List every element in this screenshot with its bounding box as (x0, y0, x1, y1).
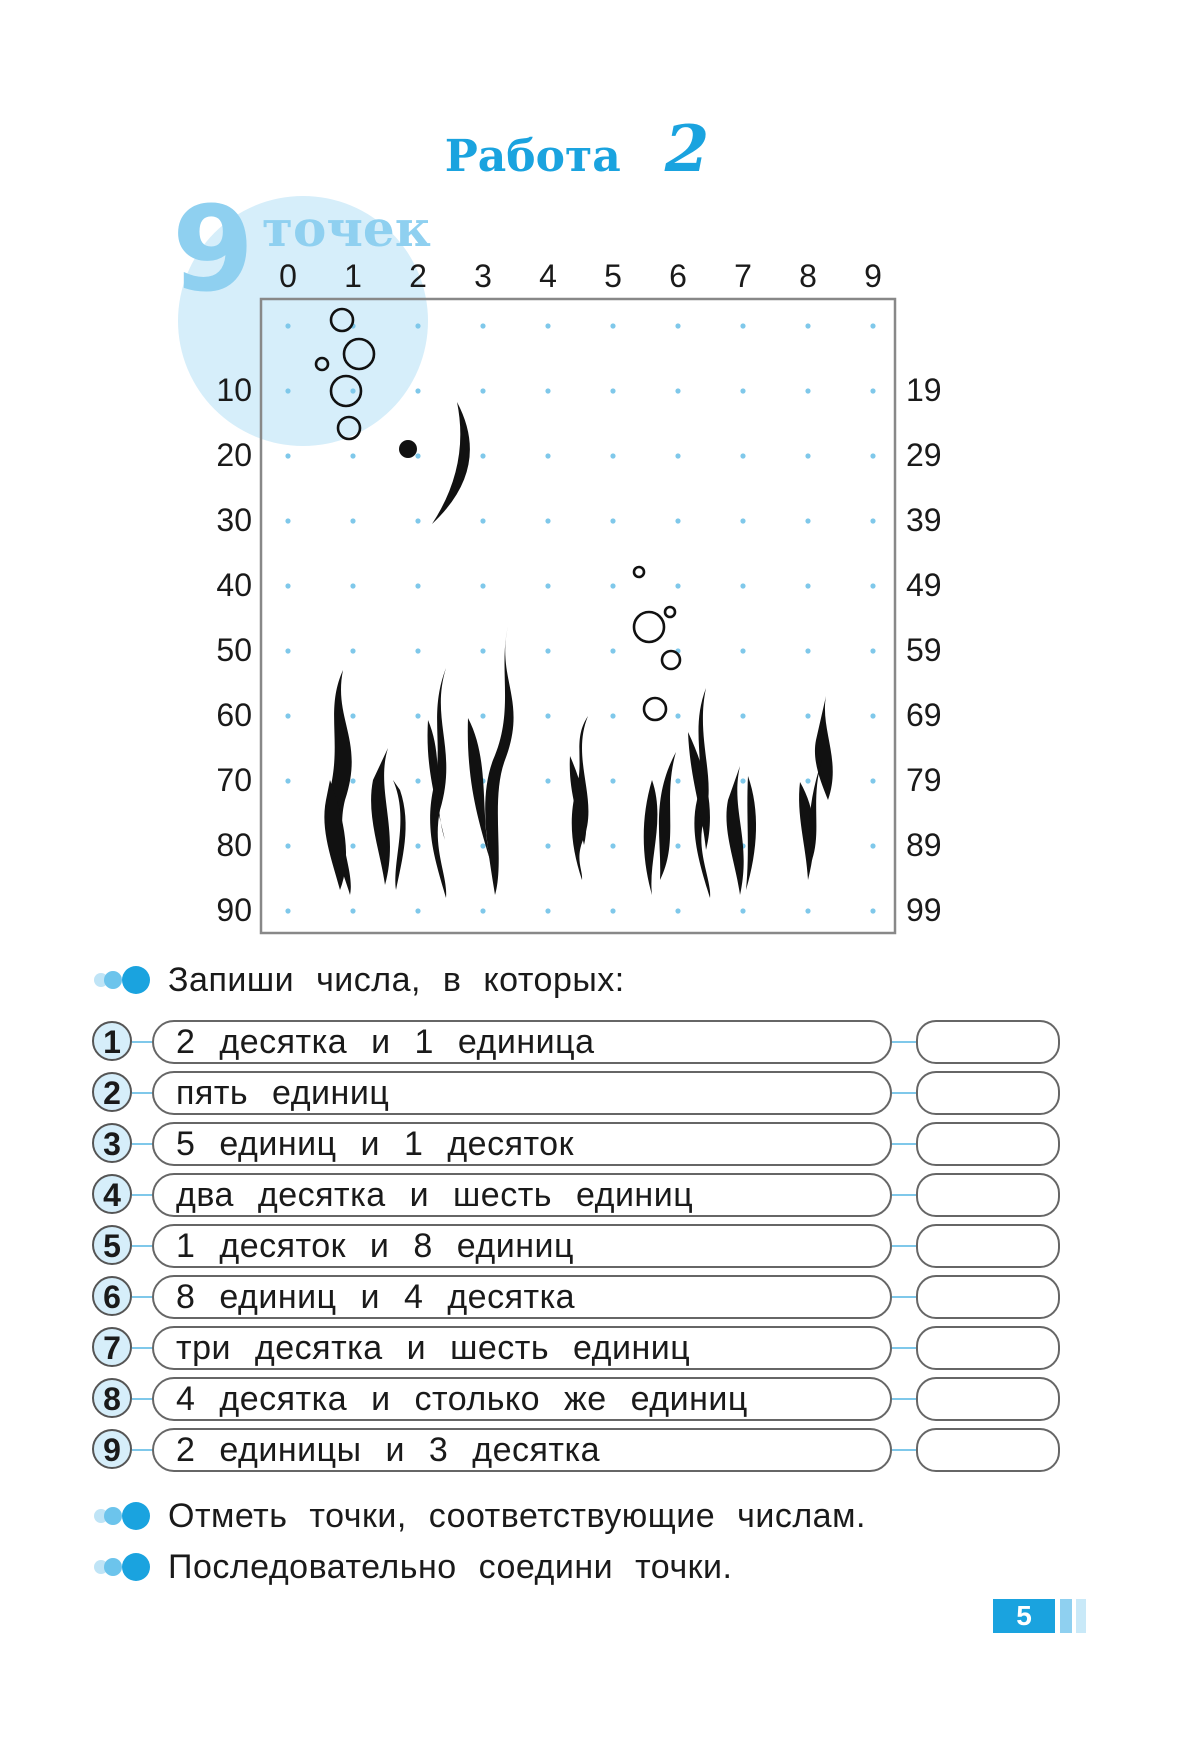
grid-dot[interactable] (675, 388, 680, 393)
column-label: 9 (864, 258, 882, 294)
grid-dot[interactable] (805, 453, 810, 458)
column-label: 5 (604, 258, 622, 294)
task-number: 2 (92, 1072, 132, 1112)
fish-mouth (432, 402, 470, 524)
grid-dot[interactable] (415, 323, 420, 328)
grid-dot[interactable] (350, 778, 355, 783)
row-label-left: 60 (216, 697, 252, 733)
bubble (665, 607, 675, 617)
column-label: 1 (344, 258, 362, 294)
row-label-left: 40 (216, 567, 252, 603)
row-label-right: 89 (906, 827, 942, 863)
grid-dot[interactable] (675, 518, 680, 523)
column-label: 8 (799, 258, 817, 294)
grid-dot[interactable] (415, 908, 420, 913)
column-label: 0 (279, 258, 297, 294)
grid-dot[interactable] (480, 648, 485, 653)
grid-dot[interactable] (545, 453, 550, 458)
row-label-right: 49 (906, 567, 942, 603)
grid-dot[interactable] (870, 713, 875, 718)
bubble (662, 651, 680, 669)
grid-dot[interactable] (480, 908, 485, 913)
task-number: 9 (92, 1429, 132, 1469)
instruction-connect-points (94, 1547, 732, 1587)
task-row (92, 1275, 1064, 1321)
task-number: 5 (92, 1225, 132, 1265)
column-label: 3 (474, 258, 492, 294)
grid-dot[interactable] (545, 323, 550, 328)
answer-box[interactable] (916, 1428, 1060, 1472)
answer-box[interactable] (916, 1275, 1060, 1319)
grid-dot[interactable] (610, 323, 615, 328)
grid-dot[interactable] (480, 388, 485, 393)
grid-dot[interactable] (545, 583, 550, 588)
grid-dot[interactable] (545, 388, 550, 393)
bubble (331, 376, 361, 406)
grid-dot[interactable] (350, 388, 355, 393)
task-text: 2 единицы и 3 десятка (152, 1428, 892, 1472)
grid-dot[interactable] (480, 518, 485, 523)
grid-dot[interactable] (285, 778, 290, 783)
grid-dot[interactable] (610, 713, 615, 718)
grid-dot[interactable] (545, 713, 550, 718)
fish-eye (399, 440, 417, 458)
seaweed-blade (644, 780, 658, 895)
grid-dot[interactable] (870, 908, 875, 913)
task-number: 6 (92, 1276, 132, 1316)
bubble (344, 339, 374, 369)
grid-dot[interactable] (350, 648, 355, 653)
grid-dot[interactable] (610, 583, 615, 588)
row-label-right: 59 (906, 632, 942, 668)
task-row (92, 1428, 1064, 1474)
answer-box[interactable] (916, 1224, 1060, 1268)
grid-dot[interactable] (740, 388, 745, 393)
grid-dot[interactable] (350, 908, 355, 913)
column-label: 6 (669, 258, 687, 294)
grid-dot[interactable] (870, 518, 875, 523)
column-label: 7 (734, 258, 752, 294)
row-label-right: 99 (906, 892, 942, 928)
instruction-write-numbers (94, 960, 625, 1000)
grid-dot[interactable] (870, 778, 875, 783)
seaweed (324, 626, 832, 898)
grid-dot[interactable] (545, 648, 550, 653)
grid-dot[interactable] (675, 713, 680, 718)
task-text: 8 единиц и 4 десятка (152, 1275, 892, 1319)
points-count: 9 (172, 180, 255, 318)
row-label-left: 20 (216, 437, 252, 473)
bubble (338, 417, 360, 439)
instruction-text: Запиши числа, в которых: (168, 960, 625, 999)
grid-dot[interactable] (350, 713, 355, 718)
row-label-left: 50 (216, 632, 252, 668)
grid-dot[interactable] (480, 323, 485, 328)
grid-dot[interactable] (415, 648, 420, 653)
grid-dot[interactable] (415, 583, 420, 588)
grid-dot[interactable] (350, 453, 355, 458)
seaweed-blade (371, 748, 390, 885)
grid-dot[interactable] (870, 388, 875, 393)
page-number: 5 (993, 1599, 1055, 1633)
grid-dot[interactable] (870, 323, 875, 328)
grid-dot[interactable] (675, 453, 680, 458)
task-text: 5 единиц и 1 десяток (152, 1122, 892, 1166)
grid-dot[interactable] (675, 583, 680, 588)
title-number: 2 (664, 112, 710, 187)
bullet-dots-icon (94, 1501, 156, 1531)
grid-dot[interactable] (870, 843, 875, 848)
row-label-left: 80 (216, 827, 252, 863)
grid-dot[interactable] (805, 388, 810, 393)
task-text: 1 десяток и 8 единиц (152, 1224, 892, 1268)
grid-dot[interactable] (350, 583, 355, 588)
grid-dot[interactable] (610, 518, 615, 523)
task-row (92, 1020, 1064, 1066)
answer-box[interactable] (916, 1377, 1060, 1421)
grid-dot[interactable] (610, 843, 615, 848)
row-label-left: 30 (216, 502, 252, 538)
task-text: 4 десятка и столько же единиц (152, 1377, 892, 1421)
bubble (634, 567, 644, 577)
row-label-right: 39 (906, 502, 942, 538)
grid-dot[interactable] (285, 583, 290, 588)
bullet-dots-icon (94, 1552, 156, 1582)
task-number: 1 (92, 1021, 132, 1061)
grid-dot[interactable] (610, 453, 615, 458)
grid-dot[interactable] (610, 648, 615, 653)
page-number-stripe (1076, 1599, 1086, 1633)
task-text: два десятка и шесть единиц (152, 1173, 892, 1217)
grid-dot[interactable] (740, 648, 745, 653)
grid-dot[interactable] (610, 908, 615, 913)
grid-dot[interactable] (675, 323, 680, 328)
task-row (92, 1071, 1064, 1117)
grid-dot[interactable] (415, 453, 420, 458)
grid-dot[interactable] (285, 843, 290, 848)
grid-dot[interactable] (285, 323, 290, 328)
bubble (634, 612, 664, 642)
grid-dot[interactable] (740, 453, 745, 458)
seaweed-blade (746, 776, 756, 890)
grid-dot[interactable] (610, 778, 615, 783)
grid-dot[interactable] (415, 778, 420, 783)
task-row (92, 1377, 1064, 1423)
task-number: 3 (92, 1123, 132, 1163)
task-text: три десятка и шесть единиц (152, 1326, 892, 1370)
task-text: пять единиц (152, 1071, 892, 1115)
grid-dot[interactable] (285, 518, 290, 523)
answer-box[interactable] (916, 1020, 1060, 1064)
bubble (316, 358, 328, 370)
grid-dot[interactable] (805, 518, 810, 523)
page-number-stripe (1060, 1599, 1072, 1633)
grid-dot[interactable] (805, 778, 810, 783)
grid-dot[interactable] (415, 713, 420, 718)
row-label-left: 70 (216, 762, 252, 798)
row-label-right: 29 (906, 437, 942, 473)
row-label-right: 19 (906, 372, 942, 408)
task-row (92, 1173, 1064, 1219)
seaweed-blade (726, 766, 743, 895)
row-label-left: 90 (216, 892, 252, 928)
grid-dot[interactable] (350, 843, 355, 848)
grid-dot[interactable] (805, 648, 810, 653)
grid-dot[interactable] (675, 778, 680, 783)
grid-dot[interactable] (870, 453, 875, 458)
grid-dot[interactable] (545, 518, 550, 523)
row-label-right: 69 (906, 697, 942, 733)
grid-dot[interactable] (805, 323, 810, 328)
grid-dot[interactable] (285, 453, 290, 458)
grid-dot[interactable] (675, 908, 680, 913)
grid-dot[interactable] (415, 518, 420, 523)
grid-dot[interactable] (545, 908, 550, 913)
grid-dot[interactable] (740, 908, 745, 913)
points-word: точек (262, 199, 431, 258)
grid-dot[interactable] (480, 713, 485, 718)
bubbles (316, 309, 680, 720)
seaweed-blade (659, 752, 676, 880)
grid-dot[interactable] (285, 908, 290, 913)
task-number: 4 (92, 1174, 132, 1214)
grid-dot[interactable] (870, 648, 875, 653)
grid-dot[interactable] (740, 323, 745, 328)
seaweed-blade (485, 626, 513, 895)
task-row (92, 1326, 1064, 1372)
task-row (92, 1122, 1064, 1168)
task-row (92, 1224, 1064, 1270)
answer-box[interactable] (916, 1173, 1060, 1217)
instruction-text: Отметь точки, соответствующие числам. (168, 1496, 866, 1535)
grid-dot[interactable] (285, 388, 290, 393)
grid-dot[interactable] (545, 843, 550, 848)
instruction-mark-points (94, 1496, 866, 1536)
grid-dot[interactable] (740, 518, 745, 523)
grid-dot[interactable] (480, 843, 485, 848)
task-number: 8 (92, 1378, 132, 1418)
grid-dot[interactable] (805, 908, 810, 913)
grid-dot[interactable] (740, 778, 745, 783)
grid-dot[interactable] (480, 583, 485, 588)
grid-dot[interactable] (545, 778, 550, 783)
grid-dot[interactable] (610, 388, 615, 393)
column-label: 2 (409, 258, 427, 294)
row-label-left: 10 (216, 372, 252, 408)
bullet-dots-icon (94, 965, 156, 995)
row-label-right: 79 (906, 762, 942, 798)
answer-box[interactable] (916, 1326, 1060, 1370)
grid-dot[interactable] (480, 453, 485, 458)
seaweed-blade (815, 696, 833, 800)
seaweed-blade (393, 780, 406, 890)
grid-dot[interactable] (740, 713, 745, 718)
grid-dot[interactable] (285, 713, 290, 718)
grid-dot[interactable] (740, 583, 745, 588)
grid-dot[interactable] (805, 713, 810, 718)
title-word: Работа (444, 131, 621, 182)
grid-dot[interactable] (805, 583, 810, 588)
bubble (331, 309, 353, 331)
bubble (644, 698, 666, 720)
task-number: 7 (92, 1327, 132, 1367)
grid-dot[interactable] (415, 388, 420, 393)
grid-dot[interactable] (675, 843, 680, 848)
column-label: 4 (539, 258, 557, 294)
grid-dot[interactable] (350, 518, 355, 523)
instruction-text: Последовательно соедини точки. (168, 1547, 733, 1586)
answer-box[interactable] (916, 1071, 1060, 1115)
grid-dot[interactable] (415, 843, 420, 848)
task-text: 2 десятка и 1 единица (152, 1020, 892, 1064)
grid-dot[interactable] (285, 648, 290, 653)
answer-box[interactable] (916, 1122, 1060, 1166)
grid-dot[interactable] (870, 583, 875, 588)
